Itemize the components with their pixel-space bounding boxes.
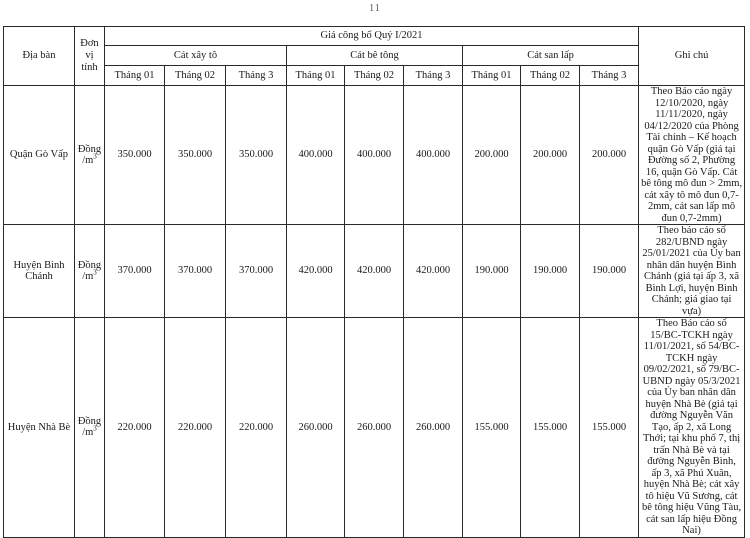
header-unit: Đơn vị tính bbox=[75, 27, 105, 86]
price-cell: 220.000 bbox=[165, 318, 226, 538]
price-cell: 190.000 bbox=[463, 225, 521, 318]
page-number: 11 bbox=[369, 3, 381, 14]
note-cell: Theo báo cáo số 282/UBND ngày 25/01/2021 của Ủy ban nhân dân huyện Bình Chánh (giá tại ấp 3, xã Bình Lợi, huyện Bình Chánh; giá giao tại vựa) bbox=[639, 225, 745, 318]
header-month: Tháng 01 bbox=[105, 66, 165, 86]
price-cell: 190.000 bbox=[580, 225, 639, 318]
price-cell: 370.000 bbox=[226, 225, 287, 318]
price-cell: 370.000 bbox=[105, 225, 165, 318]
price-cell: 400.000 bbox=[404, 86, 463, 225]
price-cell: 350.000 bbox=[165, 86, 226, 225]
price-cell: 260.000 bbox=[345, 318, 404, 538]
table-row bbox=[4, 225, 745, 318]
price-cell: 155.000 bbox=[521, 318, 580, 538]
price-cell: 200.000 bbox=[463, 86, 521, 225]
price-cell: 155.000 bbox=[580, 318, 639, 538]
price-cell: 260.000 bbox=[287, 318, 345, 538]
header-category-cat-san-lap: Cát san lấp bbox=[463, 46, 639, 66]
price-cell: 350.000 bbox=[226, 86, 287, 225]
header-category-cat-xay-to: Cát xây tô bbox=[105, 46, 287, 66]
price-cell: 200.000 bbox=[521, 86, 580, 225]
header-month: Tháng 01 bbox=[287, 66, 345, 86]
price-cell: 220.000 bbox=[226, 318, 287, 538]
note-cell: Theo Báo cáo số 15/BC-TCKH ngày 11/01/2021, số 54/BC-TCKH ngày 09/02/2021, số 79/BC-UBND ngày 05/3/2021 của Ủy ban nhân dân huyện Nhà Bè (giá tại đường Nguyễn Văn Tạo, ấp 2, xã Long Thới; tại khu phố 7, thị trấn Nhà Bè và tại đường Nguyễn Bình, ấp 3, xã Phú Xuân, huyện Nhà Bè; cát xây tô hiệu Vũ Sương, cát bê tông hiệu Vũng Tàu, cát san lấp hiệu Đồng Nai) bbox=[639, 318, 745, 538]
price-cell: 400.000 bbox=[287, 86, 345, 225]
note-cell: Theo Báo cáo ngày 12/10/2020, ngày 11/11/2020, ngày 04/12/2020 của Phòng Tài chính – Kế hoạch quận Gò Vấp (giá tại Đường số 2, Phường 16, quận Gò Vấp. Cát bê tông mô đun > 2mm, cát xây tô mô đun 0,7-2mm, cát san lấp mô đun 0,7-2mm) bbox=[639, 86, 745, 225]
unit-cell: Đồng $/m^3$ bbox=[75, 225, 105, 318]
price-cell: 400.000 bbox=[345, 86, 404, 225]
unit-cell: Đồng $/m^3$ bbox=[75, 318, 105, 538]
price-table bbox=[3, 26, 745, 538]
area-cell: Huyện Nhà Bè bbox=[4, 318, 75, 538]
table-row bbox=[4, 318, 745, 538]
table-row bbox=[4, 86, 745, 225]
header-notes: Ghi chú bbox=[639, 27, 745, 86]
header-area: Địa bàn bbox=[4, 27, 75, 86]
price-cell: 420.000 bbox=[404, 225, 463, 318]
area-cell: Quận Gò Vấp bbox=[4, 86, 75, 225]
header-price-group: Giá công bố Quý I/2021 bbox=[105, 27, 639, 46]
price-cell: 155.000 bbox=[463, 318, 521, 538]
price-cell: 370.000 bbox=[165, 225, 226, 318]
header-month: Tháng 02 bbox=[521, 66, 580, 86]
header-category-cat-be-tong: Cát bê tông bbox=[287, 46, 463, 66]
header-month: Tháng 01 bbox=[463, 66, 521, 86]
price-cell: 350.000 bbox=[105, 86, 165, 225]
header-month: Tháng 3 bbox=[226, 66, 287, 86]
header-month: Tháng 02 bbox=[165, 66, 226, 86]
price-cell: 420.000 bbox=[345, 225, 404, 318]
price-cell: 260.000 bbox=[404, 318, 463, 538]
header-month: Tháng 02 bbox=[345, 66, 404, 86]
header-month: Tháng 3 bbox=[404, 66, 463, 86]
price-cell: 220.000 bbox=[105, 318, 165, 538]
unit-cell: Đồng $/m^3$ bbox=[75, 86, 105, 225]
price-cell: 190.000 bbox=[521, 225, 580, 318]
price-cell: 420.000 bbox=[287, 225, 345, 318]
price-cell: 200.000 bbox=[580, 86, 639, 225]
header-month: Tháng 3 bbox=[580, 66, 639, 86]
area-cell: Huyện Bình Chánh bbox=[4, 225, 75, 318]
